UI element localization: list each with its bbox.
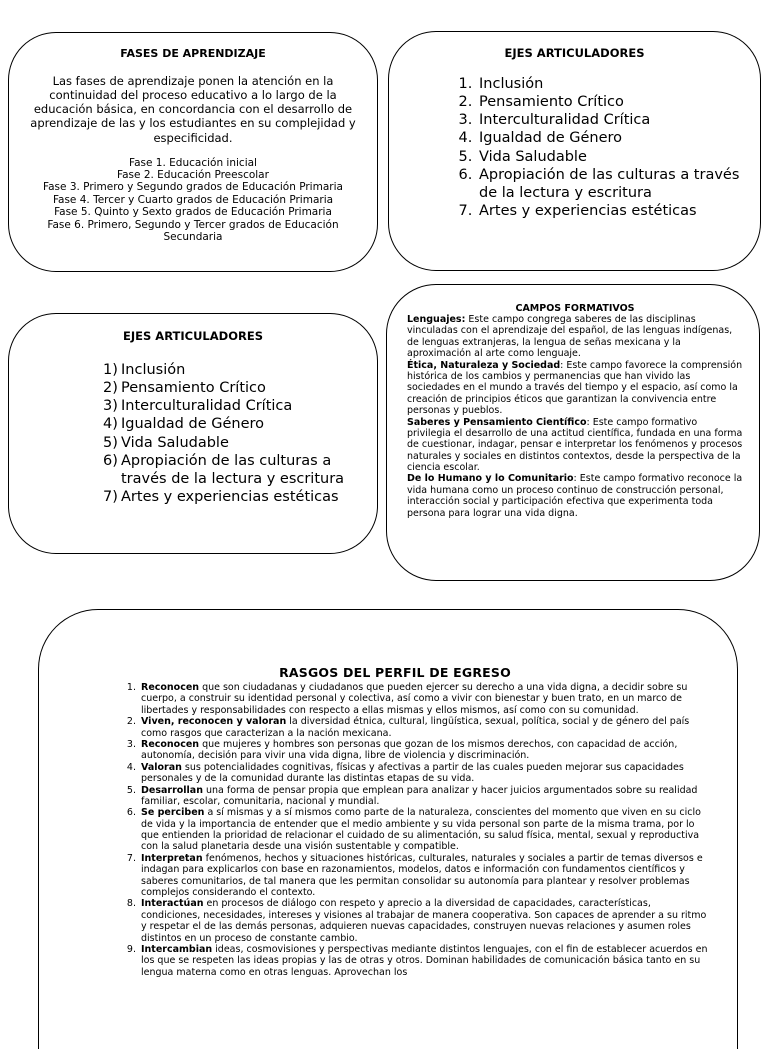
eje-text: Interculturalidad Crítica xyxy=(121,398,293,415)
eje-item: 4. Igualdad de Género xyxy=(477,129,742,147)
campo-text: : Este campo formativo privilegia el desarrollo de una actitud científica, fundada en una forma de cuestionar, indagar, pensar e interpretar los fenómenos y procesos naturales y sociales en distintos contextos, desde la perspectiva de la ciencia escolar. xyxy=(407,416,743,474)
ejes-1-title: EJES ARTICULADORES xyxy=(504,46,645,60)
rasgo-text: una forma de pensar propia que emplean para analizar y hacer juicios argumentados sobre su realidad familiar, escolar, comunitaria, nacional y mundial. xyxy=(141,784,698,807)
fases-intro: Las fases de aprendizaje ponen la atención en la continuidad del proceso educativo a lo largo de la educación básica, en concordancia con el desarrollo de aprendizaje de las y los estudiantes en su complejidad y especificidad. xyxy=(30,74,356,145)
rasgo-term: Desarrollan xyxy=(141,784,203,796)
eje-item: 6. Apropiación de las culturas a través de la lectura y escritura xyxy=(477,166,742,202)
eje-item: 1. Inclusión xyxy=(477,75,742,93)
eje-item xyxy=(103,361,359,379)
rasgo-item xyxy=(139,853,711,899)
rasgo-text: sus potencialidades cognitivas, físicas y afectivas a partir de las cuales pueden mejorar sus capacidades personales y de la comunidad durante las distintas etapas de su vida. xyxy=(141,761,684,785)
eje-item xyxy=(103,434,359,452)
campo-term: Saberes y Pensamiento Científico xyxy=(407,416,587,428)
campo-text: : Este campo formativo reconoce la vida humana como un proceso continuo de construcción personal, interacción social y participación efectiva que experimenta toda persona para lograr una vida digna. xyxy=(407,473,743,519)
eje-item: 2. Pensamiento Crítico xyxy=(477,93,742,111)
eje-number: 4) xyxy=(103,416,118,433)
fases-title: FASES DE APRENDIZAJE xyxy=(120,47,266,60)
eje-number: 7) xyxy=(103,488,118,505)
rasgo-text: ideas, cosmovisiones y perspectivas mediante distintos lenguajes, con el fin de establecer acuerdos en los que se respeten las ideas propias y las de otras y otros. Dominan habilidades de comunicación básica tanto en su lengua materna como en otras lenguas. Aprovechan los xyxy=(141,943,708,978)
eje-item xyxy=(103,488,359,506)
eje-text: Pensamiento Crítico xyxy=(121,380,266,397)
eje-item xyxy=(103,397,359,415)
card-rasgos-perfil-egreso xyxy=(38,609,738,1049)
eje-number: 6) xyxy=(103,452,118,469)
rasgo-item xyxy=(139,944,711,978)
rasgo-item xyxy=(139,739,711,762)
ejes-2-list xyxy=(103,361,359,506)
fase-item: Fase 5. Quinto y Sexto grados de Educación Primaria xyxy=(54,206,332,219)
rasgo-term: Intercambian xyxy=(141,943,213,955)
fase-item: Fase 2. Educación Preescolar xyxy=(117,169,269,182)
rasgo-item xyxy=(139,807,711,853)
campos-body xyxy=(407,314,743,519)
rasgo-text: fenómenos, hechos y situaciones históricas, culturales, naturales y sociales a partir de temas diversos e indagan para explicarlos con base en razonamientos, modelos, datos e información con fundamentos científicos y saberes comunitarios, de tal manera que les permitan consolidar su autonomía para plantear y resolver problemas complejos considerando el contexto. xyxy=(141,852,703,899)
eje-text: Artes y experiencias estéticas xyxy=(121,488,339,505)
card-ejes-articuladores-1 xyxy=(388,31,761,271)
fase-item: Fase 3. Primero y Segundo grados de Educación Primaria xyxy=(43,181,343,194)
campo-item xyxy=(407,473,743,519)
rasgo-text: que son ciudadanas y ciudadanos que pueden ejercer su derecho a una vida digna, a decidir sobre su cuerpo, a construir su identidad personal y colectiva, así como a vivir con bienestar y buen trato, en un marco de libertades y responsabilidades con respecto a ellas mismas y ellos mismos, así como con su comunidad. xyxy=(141,682,688,716)
rasgo-term: Valoran xyxy=(141,761,182,773)
rasgo-text: que mujeres y hombres son personas que gozan de los mismos derechos, con capacidad de acción, autonomía, decisión para vivir una vida digna, libre de violencia y discriminación. xyxy=(141,738,678,762)
eje-text: Apropiación de las culturas a través de la lectura y escritura xyxy=(121,452,345,487)
campo-term: De lo Humano y lo Comunitario xyxy=(407,473,574,485)
card-fases-aprendizaje xyxy=(8,32,378,272)
rasgos-list xyxy=(79,682,711,978)
rasgo-term: Interactúan xyxy=(141,898,204,910)
ejes-2-title: EJES ARTICULADORES xyxy=(123,329,263,343)
campo-item xyxy=(407,314,743,360)
card-ejes-articuladores-2 xyxy=(8,313,378,554)
campo-text: Este campo congrega saberes de las disciplinas vinculadas con el aprendizaje del español, de las lenguas indígenas, de lenguas extranjeras, la lengua de señas mexicana y la aproximación al arte como lenguaje. xyxy=(407,314,733,360)
eje-number: 5) xyxy=(103,434,118,451)
eje-number: 3) xyxy=(103,398,118,415)
rasgo-term: Interpretan xyxy=(141,852,203,864)
eje-text: Vida Saludable xyxy=(121,434,229,451)
eje-item: 7. Artes y experiencias estéticas xyxy=(477,202,742,220)
rasgo-term: Reconocen xyxy=(141,682,200,693)
card-campos-formativos xyxy=(386,284,760,581)
campo-term: Lenguajes: xyxy=(407,314,466,325)
rasgo-text: la diversidad étnica, cultural, lingüística, sexual, política, social y de género del país como rasgos que caracterizan a la nación mexicana. xyxy=(141,716,690,739)
fases-list xyxy=(27,157,359,244)
rasgo-term: Se perciben xyxy=(141,807,205,819)
rasgo-item xyxy=(139,785,711,808)
rasgo-term: Reconocen xyxy=(141,738,200,750)
rasgo-text: a sí mismas y a sí mismos como parte de la naturaleza, conscientes del momento que viven en su ciclo de vida y la importancia de entender que el medio ambiente y su vida personal son parte de la misma trama, por lo que entienden la prioridad de relacionar el cuidado de su alimentación, su salud física, mental, sexual y reproductiva con la salud planetaria desde una visión sustentable y compatible. xyxy=(141,807,701,853)
eje-item xyxy=(103,452,359,488)
rasgo-item xyxy=(139,898,711,944)
eje-item: 5. Vida Saludable xyxy=(477,148,742,166)
campo-item xyxy=(407,417,743,474)
eje-text: Inclusión xyxy=(121,362,186,378)
fase-item: Fase 1. Educación inicial xyxy=(129,156,257,169)
eje-text: Igualdad de Género xyxy=(121,416,265,433)
eje-number: 1) xyxy=(103,362,118,378)
campo-item xyxy=(407,360,743,417)
rasgo-item xyxy=(139,716,711,739)
eje-item: 3. Interculturalidad Crítica xyxy=(477,111,742,129)
eje-item xyxy=(103,379,359,397)
fase-item: Fase 6. Primero, Segundo y Tercer grados de Educación Secundaria xyxy=(47,218,339,243)
ejes-1-list xyxy=(477,75,742,220)
rasgo-term: Viven, reconocen y valoran xyxy=(141,716,287,728)
rasgo-item xyxy=(139,762,711,785)
rasgo-text: en procesos de diálogo con respeto y aprecio a la diversidad de capacidades, características, condiciones, necesidades, intereses y visiones al trabajar de manera cooperativa. Son capaces de aprender a su ritmo y respetar el de las demás personas, adquieren nuevas capacidades, construyen nuevas relaciones y asumen roles distintos en un proceso de constante cambio. xyxy=(141,898,707,944)
eje-item xyxy=(103,415,359,433)
eje-number: 2) xyxy=(103,380,118,397)
fase-item: Fase 4. Tercer y Cuarto grados de Educación Primaria xyxy=(52,193,334,206)
rasgo-item xyxy=(139,682,711,716)
campo-text: : Este campo favorece la comprensión histórica de los cambios y permanencias que han vivido las sociedades en el mundo a través del tiempo y el espacio, así como la creación de principios éticos que garantizan la convivencia entre personas y pueblos. xyxy=(407,359,743,417)
campo-term: Ética, Naturaleza y Sociedad xyxy=(407,359,561,371)
rasgos-title: RASGOS DEL PERFIL DE EGRESO xyxy=(279,665,511,680)
campos-title: CAMPOS FORMATIVOS xyxy=(515,303,635,314)
